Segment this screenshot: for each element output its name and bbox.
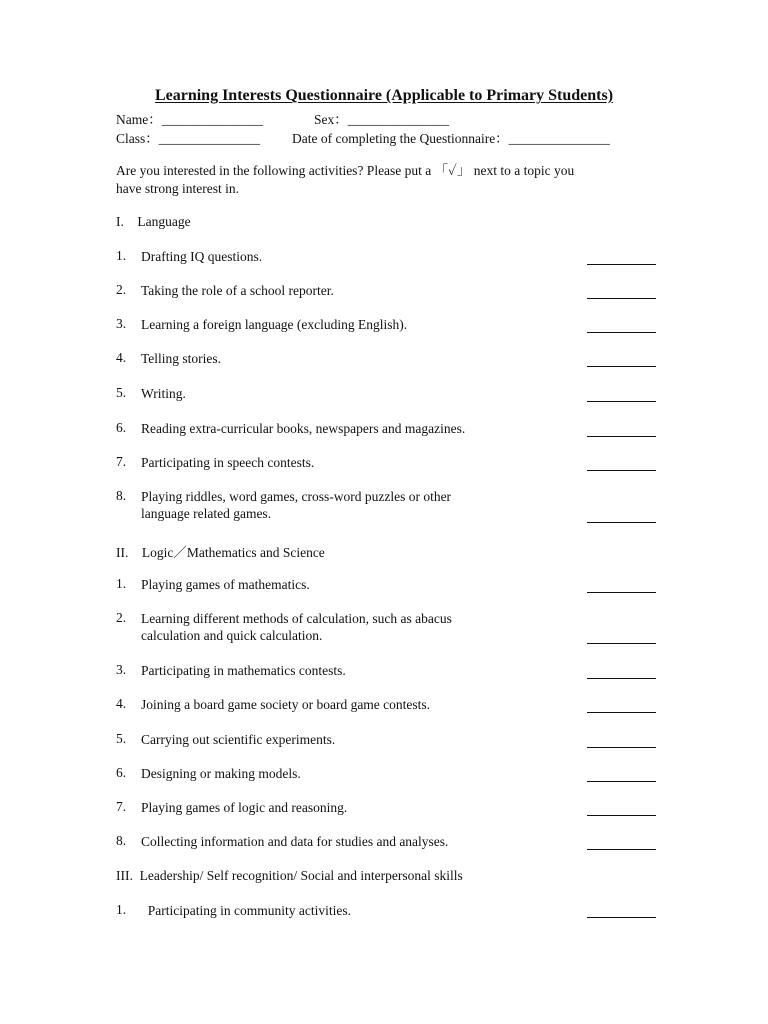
item-text-line: language related games. xyxy=(141,506,272,521)
item-text: Carrying out scientific experiments. xyxy=(141,732,336,747)
item-text: Playing games of logic and reasoning. xyxy=(141,800,348,815)
item-text xyxy=(141,488,451,522)
section-heading-logic-math-science: II. Logic／Mathematics and Science xyxy=(116,545,325,560)
list-item xyxy=(116,385,656,405)
list-item xyxy=(116,350,656,370)
instructions xyxy=(116,162,656,198)
item-number: 5. xyxy=(116,731,127,746)
item-text: Collecting information and data for studies and analyses. xyxy=(141,834,449,849)
answer-blank[interactable] xyxy=(587,678,656,679)
name-field-label: Name：_______________ xyxy=(116,112,263,127)
item-number: 4. xyxy=(116,696,127,711)
item-text: Drafting IQ questions. xyxy=(141,249,263,264)
list-item xyxy=(116,248,656,268)
list-item xyxy=(116,696,656,716)
answer-blank[interactable] xyxy=(587,401,656,402)
sex-field-label: Sex：_______________ xyxy=(314,112,449,127)
list-item xyxy=(116,731,656,751)
answer-blank[interactable] xyxy=(587,436,656,437)
list-item xyxy=(116,610,656,646)
answer-blank[interactable] xyxy=(587,298,656,299)
answer-blank[interactable] xyxy=(587,522,656,523)
item-text-line: calculation and quick calculation. xyxy=(141,628,323,643)
item-text: Joining a board game society or board game contests. xyxy=(141,697,431,712)
list-item xyxy=(116,316,656,336)
page-title: Learning Interests Questionnaire (Applicable to Primary Students) xyxy=(154,87,614,104)
item-text: Designing or making models. xyxy=(141,766,301,781)
date-field-label: Date of completing the Questionnaire：_______________ xyxy=(292,131,610,146)
item-text-line: Learning different methods of calculation, such as abacus xyxy=(141,611,452,626)
list-item xyxy=(116,576,656,596)
list-item xyxy=(116,662,656,682)
list-item xyxy=(116,902,656,922)
answer-blank[interactable] xyxy=(587,849,656,850)
item-number: 3. xyxy=(116,662,127,677)
item-number: 2. xyxy=(116,610,127,625)
item-text xyxy=(141,610,452,644)
item-text: Taking the role of a school reporter. xyxy=(141,283,334,298)
item-text: Reading extra-curricular books, newspapers and magazines. xyxy=(141,421,466,436)
item-number: 6. xyxy=(116,765,127,780)
answer-blank[interactable] xyxy=(587,264,656,265)
item-number: 2. xyxy=(116,282,127,297)
list-item xyxy=(116,454,656,474)
item-text: Telling stories. xyxy=(141,351,222,366)
item-text: Participating in speech contests. xyxy=(141,455,315,470)
item-number: 3. xyxy=(116,316,127,331)
item-text: Writing. xyxy=(141,386,186,401)
item-number: 1. xyxy=(116,248,127,263)
answer-blank[interactable] xyxy=(587,332,656,333)
item-number: 7. xyxy=(116,799,127,814)
instructions-line-2: have strong interest in. xyxy=(116,181,239,196)
item-text-line: Playing riddles, word games, cross-word puzzles or other xyxy=(141,489,452,504)
answer-blank[interactable] xyxy=(587,470,656,471)
list-item xyxy=(116,488,656,524)
list-item xyxy=(116,765,656,785)
item-number: 8. xyxy=(116,488,127,503)
item-number: 1. xyxy=(116,902,127,917)
item-number: 5. xyxy=(116,385,127,400)
answer-blank[interactable] xyxy=(587,781,656,782)
section-heading-language: I. Language xyxy=(116,214,191,229)
section-heading-leadership: III. Leadership/ Self recognition/ Social and interpersonal skills xyxy=(116,868,463,883)
list-item xyxy=(116,420,656,440)
answer-blank[interactable] xyxy=(587,815,656,816)
answer-blank[interactable] xyxy=(587,712,656,713)
answer-blank[interactable] xyxy=(587,747,656,748)
item-number: 7. xyxy=(116,454,127,469)
item-number: 8. xyxy=(116,833,127,848)
answer-blank[interactable] xyxy=(587,366,656,367)
answer-blank[interactable] xyxy=(587,917,656,918)
list-item xyxy=(116,833,656,853)
item-text: Participating in community activities. xyxy=(141,903,351,918)
item-number: 4. xyxy=(116,350,127,365)
item-text: Playing games of mathematics. xyxy=(141,577,310,592)
list-item xyxy=(116,282,656,302)
item-number: 6. xyxy=(116,420,127,435)
instructions-line-1: Are you interested in the following activities? Please put a 「✓」 next to a topic you xyxy=(116,163,575,178)
list-item xyxy=(116,799,656,819)
answer-blank[interactable] xyxy=(587,592,656,593)
class-field-label: Class：_______________ xyxy=(116,131,261,146)
item-number: 1. xyxy=(116,576,127,591)
answer-blank[interactable] xyxy=(587,643,656,644)
item-text: Participating in mathematics contests. xyxy=(141,663,346,678)
item-text: Learning a foreign language (excluding English). xyxy=(141,317,408,332)
